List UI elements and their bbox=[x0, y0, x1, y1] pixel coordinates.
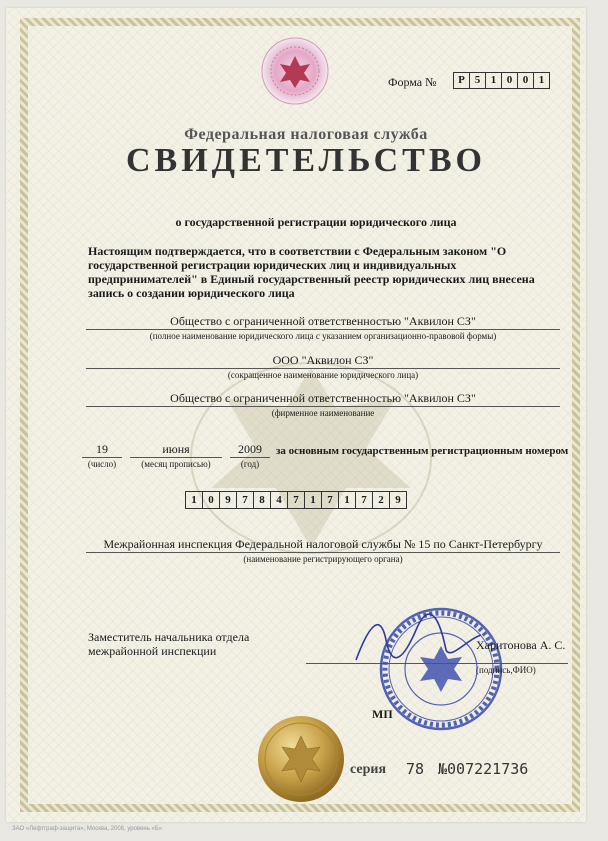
ogrn-digit: 7 bbox=[236, 491, 254, 509]
ogrn-number bbox=[186, 491, 407, 509]
short-name-caption: (сокращенное наименование юридического лица) bbox=[227, 370, 419, 380]
form-code-cell: 1 bbox=[485, 72, 502, 89]
gold-seal-icon bbox=[256, 714, 346, 804]
registration-month-value: июня bbox=[130, 442, 222, 458]
ogrn-digit: 7 bbox=[355, 491, 373, 509]
brand-name-field bbox=[86, 391, 560, 419]
registration-text: за основным государственным регистрационным номером bbox=[276, 445, 569, 457]
registering-authority-caption: (наименование регистрирующего органа) bbox=[243, 554, 403, 564]
form-code bbox=[454, 72, 550, 89]
ogrn-digit: 1 bbox=[185, 491, 203, 509]
full-name-field bbox=[86, 314, 560, 342]
full-name-value: Общество с ограниченной ответственностью "Аквилон СЗ" bbox=[86, 314, 560, 330]
form-code-cell: Р bbox=[453, 72, 470, 89]
brand-name-caption: (фирменное наименование bbox=[271, 408, 375, 418]
registering-authority-value: Межрайонная инспекция Федеральной налоговой службы № 15 по Санкт-Петербургу bbox=[86, 537, 560, 553]
ogrn-digit: 9 bbox=[219, 491, 237, 509]
form-code-cell: 0 bbox=[501, 72, 518, 89]
ogrn-digit: 7 bbox=[321, 491, 339, 509]
form-label: Форма № bbox=[388, 75, 437, 89]
signer-position: Заместитель начальника отдела межрайонной инспекции bbox=[88, 630, 250, 658]
ogrn-digit: 8 bbox=[253, 491, 271, 509]
form-code-cell: 1 bbox=[533, 72, 550, 89]
signer-name: Харитонова А. С. bbox=[476, 638, 566, 652]
printer-footer: ЗАО «Лефтграф-защита», Москва, 2008, уровень «Б» bbox=[12, 826, 163, 832]
series-value: 78 bbox=[406, 760, 425, 778]
form-code-cell: 0 bbox=[517, 72, 534, 89]
ogrn-digit: 1 bbox=[338, 491, 356, 509]
registering-authority-field bbox=[86, 537, 560, 565]
registration-year-value: 2009 bbox=[230, 442, 270, 458]
registration-year bbox=[230, 442, 270, 470]
brand-name-value: Общество с ограниченной ответственностью "Аквилон СЗ" bbox=[86, 391, 560, 407]
registration-year-caption: (год) bbox=[240, 459, 260, 469]
ogrn-digit: 4 bbox=[270, 491, 288, 509]
ogrn-digit: 2 bbox=[372, 491, 390, 509]
signature-line bbox=[306, 663, 568, 664]
seal-place-label: МП bbox=[372, 707, 393, 721]
short-name-value: ООО "Аквилон СЗ" bbox=[86, 353, 560, 369]
registration-month bbox=[130, 442, 222, 470]
short-name-field bbox=[86, 353, 560, 381]
authority-heading: Федеральная налоговая служба bbox=[184, 126, 428, 143]
certificate-sheet bbox=[6, 8, 586, 822]
registration-month-caption: (месяц прописью) bbox=[141, 459, 211, 469]
document-subtitle: о государственной регистрации юридического лица bbox=[175, 215, 457, 229]
intro-paragraph: Настоящим подтверждается, что в соответствии с Федеральным законом "О государственной регистрации юридических лиц и индивидуальных предпринимателей" в Единый государственный реестр юридических лиц внесена запись о создании юридического лица bbox=[88, 244, 535, 300]
ogrn-digit: 9 bbox=[389, 491, 407, 509]
hologram-emblem-icon bbox=[260, 36, 330, 106]
form-code-cell: 5 bbox=[469, 72, 486, 89]
ogrn-digit: 0 bbox=[202, 491, 220, 509]
ogrn-digit: 1 bbox=[304, 491, 322, 509]
ogrn-digit: 7 bbox=[287, 491, 305, 509]
series-label: серия bbox=[350, 762, 387, 777]
document-title: СВИДЕТЕЛЬСТВО bbox=[126, 142, 486, 179]
registration-day-caption: (число) bbox=[87, 459, 117, 469]
registration-day-value: 19 bbox=[82, 442, 122, 458]
certificate-number: №007221736 bbox=[438, 760, 529, 778]
registration-day bbox=[82, 442, 122, 470]
handwritten-signature-icon bbox=[346, 610, 486, 670]
full-name-caption: (полное наименование юридического лица с указанием организационно-правовой формы) bbox=[149, 331, 497, 341]
signature-caption: (подпись,ФИО) bbox=[476, 665, 536, 675]
